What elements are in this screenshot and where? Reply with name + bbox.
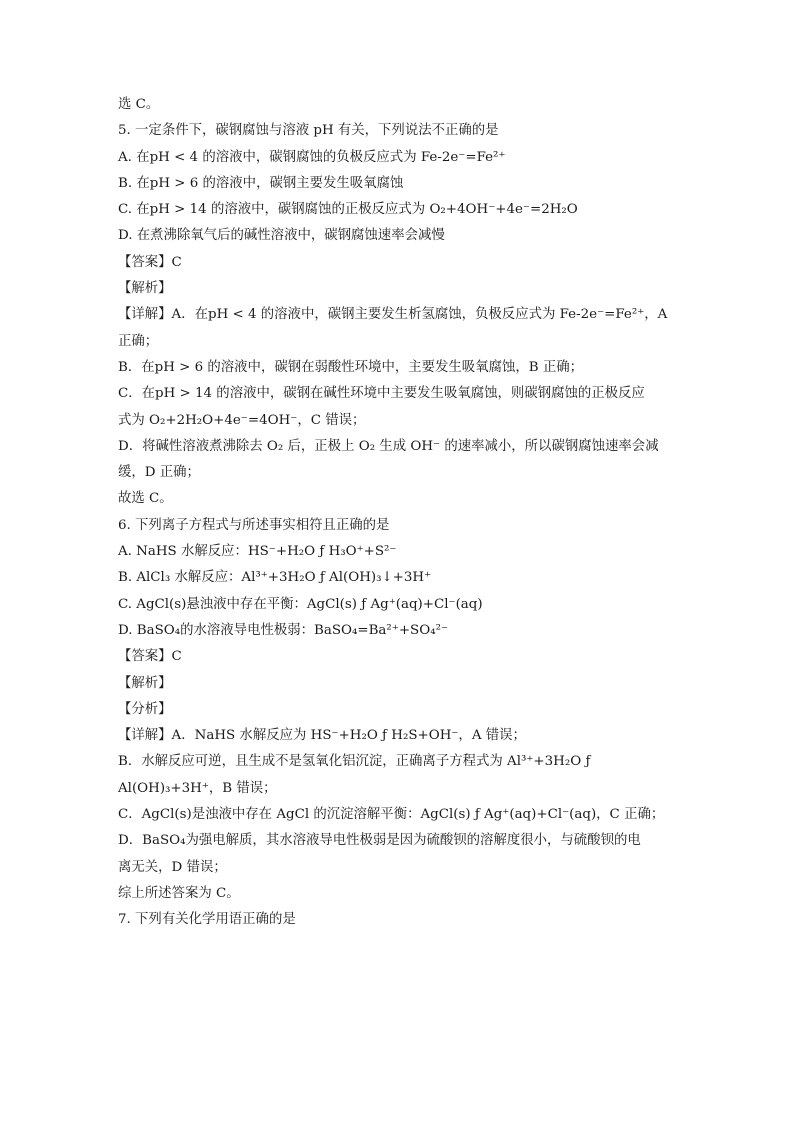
answer-label: 【答案】C [118,254,182,270]
option-d: D. 在煮沸除氧气后的碱性溶液中，碳钢腐蚀速率会减慢 [118,228,445,244]
explanation-line: 【详解】A．在pH < 4 的溶液中，碳钢主要发生析氢腐蚀，负极反应式为 Fe-2e⁻=Fe²⁺，A [118,307,668,323]
option-c: C. AgCl(s)悬浊液中存在平衡：AgCl(s) ƒ Ag⁺(aq)+Cl⁻(aq) [118,596,483,612]
conclusion-line: 综上所述答案为 C。 [118,885,240,901]
explanation-line: 离无关，D 错误； [118,859,227,875]
explanation-line: C．AgCl(s)是浊液中存在 AgCl 的沉淀溶解平衡：AgCl(s) ƒ Ag⁺(aq)+Cl⁻(aq)，C 正确； [118,807,665,823]
option-d: D. BaSO₄的水溶液导电性极弱：BaSO₄=Ba²⁺+SO₄²⁻ [118,622,449,638]
option-c: C. 在pH > 14 的溶液中，碳钢腐蚀的正极反应式为 O₂+4OH⁻+4e⁻=2H₂O [118,202,578,218]
option-a: A. 在pH < 4 的溶液中，碳钢腐蚀的负极反应式为 Fe-2e⁻=Fe²⁺ [118,149,506,165]
analysis-subheading: 【分析】 [118,701,172,717]
analysis-label: 【解析】 [118,675,172,691]
answer-label: 【答案】C [118,649,182,665]
option-a: A. NaHS 水解反应：HS⁻+H₂O ƒ H₃O⁺+S²⁻ [118,544,397,560]
explanation-line: 正确； [118,333,159,349]
explanation-line: 式为 O₂+2H₂O+4e⁻=4OH⁻，C 错误； [118,412,366,428]
question-6-stem: 6. 下列离子方程式与所述事实相符且正确的是 [118,517,390,533]
text-line: 选 C。 [118,97,160,112]
explanation-line: C．在pH > 14 的溶液中，碳钢在碱性环境中主要发生吸氧腐蚀，则碳钢腐蚀的正极反应 [118,386,645,402]
conclusion-line: 故选 C。 [118,491,173,507]
question-5-stem: 5. 一定条件下，碳钢腐蚀与溶液 pH 有关，下列说法不正确的是 [118,123,499,139]
explanation-line: 缓，D 正确； [118,465,200,481]
analysis-label: 【解析】 [118,281,172,297]
explanation-line: 【详解】A．NaHS 水解反应为 HS⁻+H₂O ƒ H₂S+OH⁻，A 错误； [118,728,526,744]
question-7-stem: 7. 下列有关化学用语正确的是 [118,912,296,928]
option-b: B. AlCl₃ 水解反应：Al³⁺+3H₂O ƒ Al(OH)₃↓+3H⁺ [118,570,432,586]
option-b: B. 在pH > 6 的溶液中，碳钢主要发生吸氧腐蚀 [118,175,404,191]
explanation-line: D．将碱性溶液煮沸除去 O₂ 后，正极上 O₂ 生成 OH⁻ 的速率减小，所以碳钢腐蚀速率会减 [118,438,659,454]
explanation-line: Al(OH)₃+3H⁺，B 错误； [118,780,277,796]
explanation-line: B．在pH > 6 的溶液中，碳钢在弱酸性环境中，主要发生吸氧腐蚀，B 正确； [118,359,584,375]
explanation-line: B．水解反应可逆，且生成不是氢氧化铝沉淀，正确离子方程式为 Al³⁺+3H₂O ƒ [118,754,591,770]
document-page [118,92,688,934]
explanation-line: D．BaSO₄为强电解质，其水溶液导电性极弱是因为硫酸钡的溶解度很小，与硫酸钡的电 [118,833,641,849]
